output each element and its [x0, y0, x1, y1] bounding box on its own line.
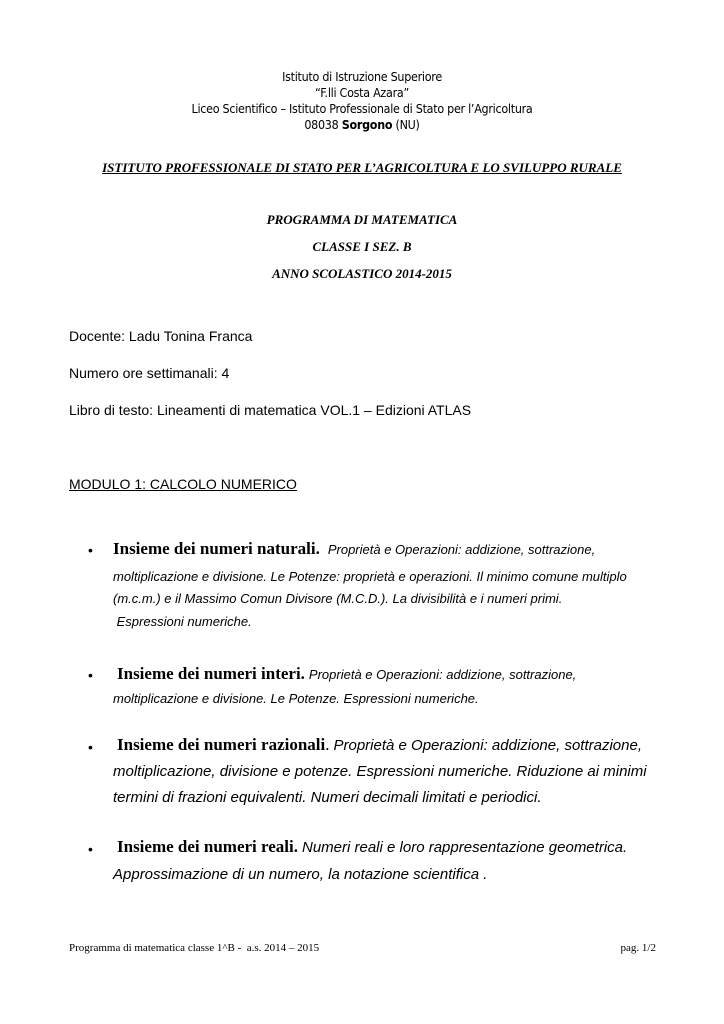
header-school-type: Istituto di Istruzione Superiore [282, 70, 442, 84]
teacher-info: Docente: Ladu Tonina Franca [69, 328, 253, 344]
header-address [25, 118, 698, 132]
bullet-icon: • [88, 841, 93, 857]
item-line: Numeri reali e loro rappresentazione geometrica. [302, 839, 628, 856]
header-province: (NU) [392, 118, 420, 132]
header-city: Sorgono [341, 118, 393, 132]
item-heading: Insieme dei numeri naturali. [113, 539, 320, 558]
header-school-branches: Liceo Scientifico – Istituto Professionale di Stato per l’Agricoltura [191, 102, 533, 116]
item-first-line [117, 837, 627, 857]
item-heading: Insieme dei numeri razionali [117, 735, 326, 754]
footer-left: Programma di matematica classe 1^B - a.s. 2014 – 2015 [69, 942, 320, 954]
item-line: Proprietà e Operazioni: addizione, sottrazione, [327, 542, 596, 557]
item-first-line [117, 664, 576, 684]
header-zip: 08038 [304, 118, 342, 132]
textbook-info: Libro di testo: Lineamenti di matematica VOL.1 – Edizioni ATLAS [69, 402, 472, 418]
item-line: moltiplicazione e divisione. Le Potenze: proprietà e operazioni. Il minimo comune multiplo [113, 569, 627, 584]
item-line: Espressioni numeriche. [113, 614, 252, 629]
bullet-icon: • [88, 542, 93, 558]
item-line: Approssimazione di un numero, la notazione scientifica . [113, 866, 488, 883]
institute-title: ISTITUTO PROFESSIONALE DI STATO PER L’AGRICOLTURA E LO SVILUPPO RURALE [102, 160, 622, 175]
item-heading: Insieme dei numeri interi. [117, 664, 305, 683]
item-line: moltiplicazione e divisione. Le Potenze. Espressioni numeriche. [113, 691, 479, 706]
header-school-name: “F.lli Costa Azara” [315, 86, 409, 100]
item-heading: Insieme dei numeri reali. [117, 837, 298, 856]
module-title: MODULO 1: CALCOLO NUMERICO [69, 476, 297, 492]
footer-page-number: pag. 1/2 [620, 942, 656, 954]
item-heading-period: . [325, 735, 330, 754]
bullet-icon: • [88, 739, 93, 755]
program-title: PROGRAMMA DI MATEMATICA [266, 212, 458, 227]
weekly-hours-info: Numero ore settimanali: 4 [69, 365, 230, 381]
item-first-line [117, 735, 642, 755]
item-line: moltiplicazione, divisione e potenze. Espressioni numeriche. Riduzione ai minimi [113, 763, 647, 780]
item-first-line [113, 539, 595, 559]
item-line: Proprietà e Operazioni: addizione, sottrazione, [333, 737, 642, 754]
item-line: Proprietà e Operazioni: addizione, sottrazione, [308, 667, 577, 682]
item-line: termini di frazioni equivalenti. Numeri decimali limitati e periodici. [113, 789, 542, 806]
bullet-icon: • [88, 667, 93, 683]
program-year: ANNO SCOLASTICO 2014-2015 [272, 266, 452, 281]
program-class: CLASSE I SEZ. B [312, 239, 412, 254]
item-line: (m.c.m.) e il Massimo Comun Divisore (M.C.D.). La divisibilità e i numeri primi. [113, 591, 563, 606]
